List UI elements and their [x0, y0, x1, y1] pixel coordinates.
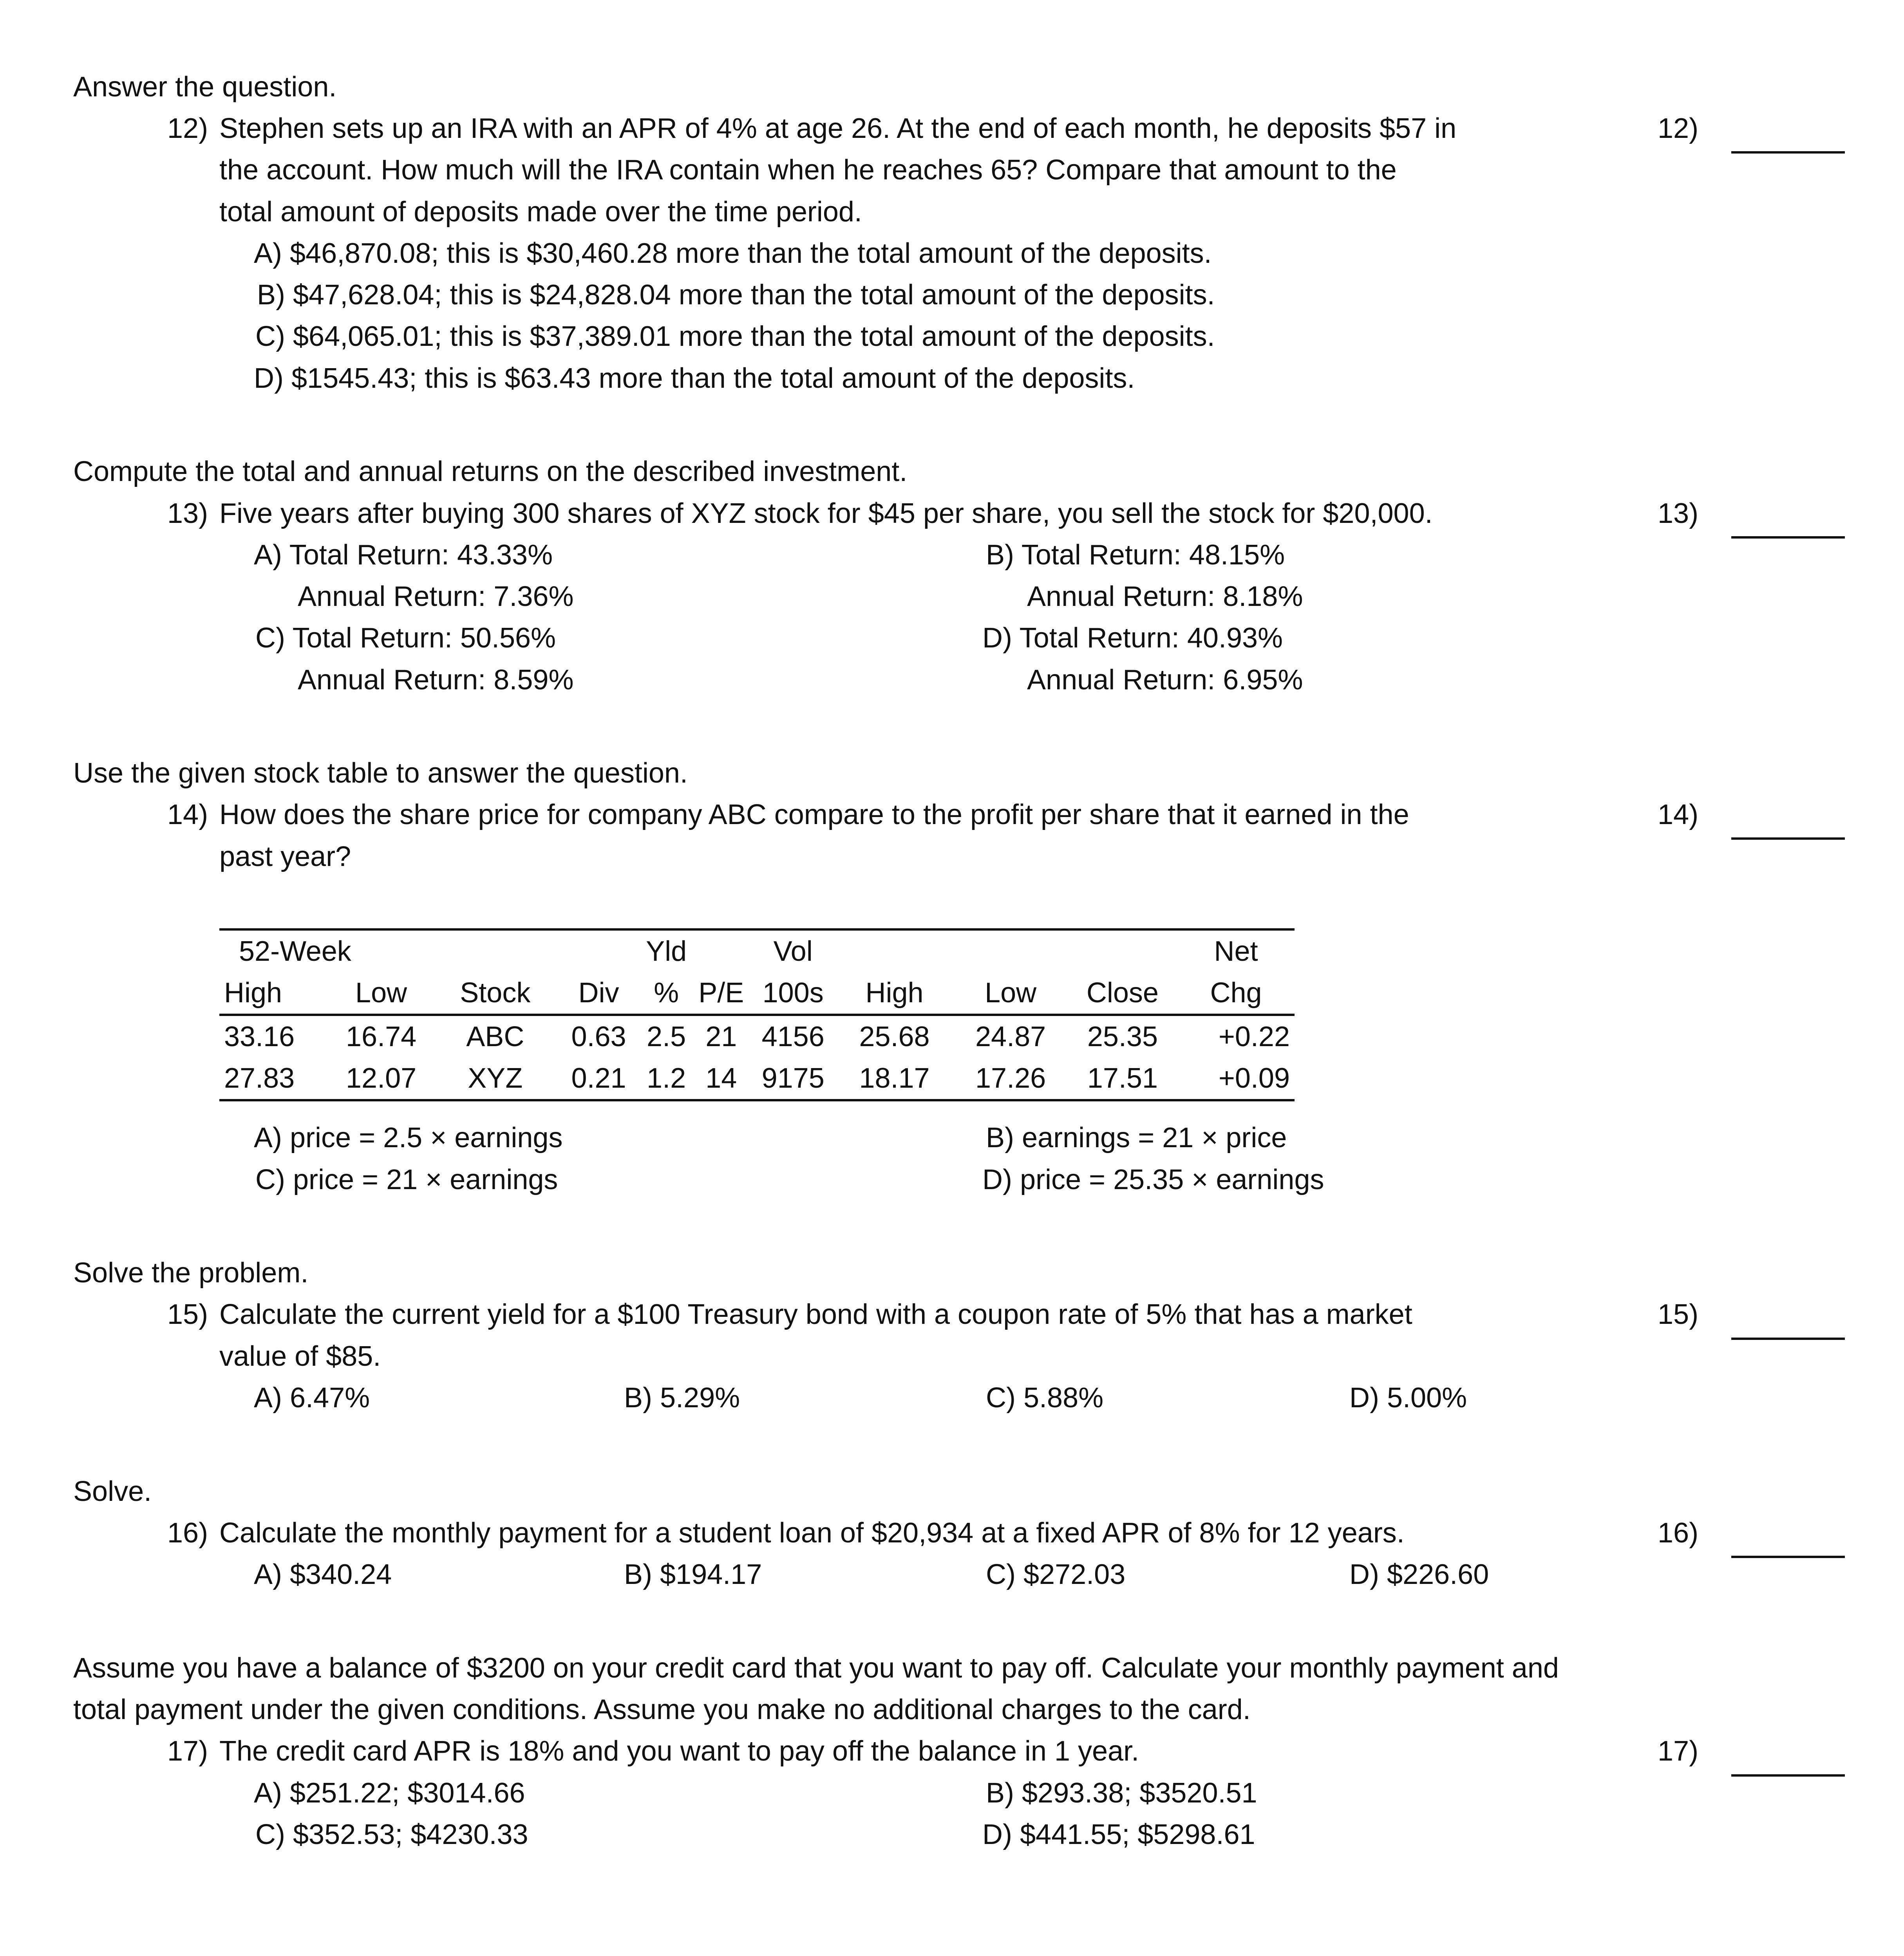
cell-div: 0.21 — [557, 1058, 641, 1100]
stock-table-header-row-1 — [219, 929, 1295, 972]
question-13-choice-a-total: A) Total Return: 43.33% — [254, 539, 553, 571]
header-52-week: 52-Week — [219, 929, 434, 972]
header-close: Close — [1068, 972, 1177, 1015]
question-12-choice-c: C) $64,065.01; this is $37,389.01 more than the total amount of the deposits. — [255, 321, 1215, 352]
cell-52wk-high: 27.83 — [219, 1058, 328, 1100]
cell-close: 25.35 — [1087, 1021, 1158, 1052]
question-number-15: 15) — [167, 1299, 208, 1330]
question-12-line-2: the account. How much will the IRA contain when he reaches 65? Compare that amount to the — [219, 154, 1397, 186]
header-100s: 100s — [751, 972, 835, 1015]
question-number-12: 12) — [167, 113, 208, 144]
cell-52wk-high: 33.16 — [224, 1021, 295, 1052]
question-14-choice-b: B) earnings = 21 × price — [986, 1122, 1287, 1153]
section-instruction-17-line-2: total payment under the given conditions. Assume you make no additional charges to the card. — [73, 1694, 1251, 1725]
section-instruction-13: Compute the total and annual returns on the described investment. — [73, 456, 908, 487]
question-15-choice-c: C) 5.88% — [986, 1382, 1104, 1414]
header-pe: P/E — [692, 972, 751, 1015]
question-13-line-1: Five years after buying 300 shares of XYZ stock for $45 per share, you sell the stock for $20,000. — [219, 498, 1433, 529]
header-stock: Stock — [434, 972, 557, 1015]
question-13-choice-b-annual: Annual Return: 8.18% — [1027, 581, 1303, 612]
question-15-choice-a: A) 6.47% — [254, 1382, 370, 1414]
question-14-choice-a: A) price = 2.5 × earnings — [254, 1122, 563, 1153]
cell-close: 17.51 — [1068, 1058, 1177, 1100]
answer-label-16: 16) — [1658, 1517, 1699, 1549]
answer-blank-13[interactable] — [1731, 536, 1845, 539]
answer-blank-12[interactable] — [1731, 151, 1845, 154]
cell-vol: 9175 — [751, 1058, 835, 1100]
question-15-choice-d: D) 5.00% — [1349, 1382, 1467, 1414]
question-13-choice-a-annual: Annual Return: 7.36% — [298, 581, 574, 612]
cell-52wk-low: 16.74 — [345, 1021, 417, 1052]
cell-pe: 21 — [705, 1021, 737, 1052]
cell-net-chg: +0.09 — [1177, 1058, 1295, 1100]
question-12-choice-b: B) $47,628.04; this is $24,828.04 more than the total amount of the deposits. — [257, 279, 1215, 311]
question-16-choice-d: D) $226.60 — [1349, 1559, 1489, 1590]
section-instruction-12: Answer the question. — [73, 71, 337, 103]
answer-blank-16[interactable] — [1731, 1556, 1845, 1558]
answer-label-15: 15) — [1658, 1299, 1699, 1330]
question-14-line-1: How does the share price for company ABC compare to the profit per share that it earned in the — [219, 799, 1409, 830]
question-number-16: 16) — [167, 1517, 208, 1549]
stock-table-header-row-2 — [219, 972, 1295, 1015]
section-instruction-15: Solve the problem. — [73, 1257, 309, 1289]
header-52wk-high: High — [219, 972, 328, 1015]
question-number-13: 13) — [167, 498, 208, 529]
cell-net-chg: +0.22 — [1218, 1021, 1290, 1052]
section-instruction-17-line-1: Assume you have a balance of $3200 on your credit card that you want to pay off. Calculate your monthly payment and — [73, 1652, 1559, 1684]
header-high: High — [835, 972, 954, 1015]
cell-low: 24.87 — [975, 1021, 1046, 1052]
cell-high: 25.68 — [859, 1021, 930, 1052]
question-15-line-1: Calculate the current yield for a $100 Treasury bond with a coupon rate of 5% that has a market — [219, 1299, 1412, 1330]
question-15-line-2: value of $85. — [219, 1341, 381, 1372]
cell-vol: 4156 — [761, 1021, 825, 1052]
question-14-line-2: past year? — [219, 841, 351, 872]
header-yld: Yld — [641, 929, 691, 972]
answer-label-12: 12) — [1658, 113, 1699, 144]
cell-high: 18.17 — [835, 1058, 954, 1100]
cell-yld-pct: 2.5 — [647, 1021, 686, 1052]
header-div: Div — [557, 972, 641, 1015]
header-52wk-low: Low — [328, 972, 434, 1015]
table-row — [219, 1058, 1295, 1100]
question-16-line-1: Calculate the monthly payment for a student loan of $20,934 at a fixed APR of 8% for 12 years. — [219, 1517, 1405, 1549]
question-12-line-1: Stephen sets up an IRA with an APR of 4% at age 26. At the end of each month, he deposits $57 in — [219, 113, 1457, 144]
header-net: Net — [1177, 929, 1295, 972]
cell-pe: 14 — [692, 1058, 751, 1100]
cell-low: 17.26 — [954, 1058, 1068, 1100]
answer-label-13: 13) — [1658, 498, 1699, 529]
section-instruction-16: Solve. — [73, 1476, 152, 1507]
question-number-17: 17) — [167, 1735, 208, 1767]
question-15-choice-b: B) 5.29% — [624, 1382, 740, 1414]
question-13-choice-b-total: B) Total Return: 48.15% — [986, 539, 1285, 571]
cell-stock: ABC — [466, 1021, 524, 1052]
answer-label-17: 17) — [1658, 1735, 1699, 1767]
question-14-choice-d: D) price = 25.35 × earnings — [982, 1164, 1324, 1195]
answer-blank-17[interactable] — [1731, 1774, 1845, 1777]
cell-yld-pct: 1.2 — [641, 1058, 691, 1100]
question-13-choice-c-total: C) Total Return: 50.56% — [255, 622, 556, 654]
question-12-choice-a: A) $46,870.08; this is $30,460.28 more than the total amount of the deposits. — [254, 238, 1212, 269]
answer-blank-15[interactable] — [1731, 1338, 1845, 1340]
header-vol: Vol — [751, 929, 835, 972]
cell-stock: XYZ — [434, 1058, 557, 1100]
header-pct: % — [641, 972, 691, 1015]
question-17-line-1: The credit card APR is 18% and you want to pay off the balance in 1 year. — [219, 1735, 1139, 1767]
question-17-choice-b: B) $293.38; $3520.51 — [986, 1777, 1257, 1809]
section-instruction-14: Use the given stock table to answer the question. — [73, 757, 688, 789]
question-13-choice-d-total: D) Total Return: 40.93% — [982, 622, 1283, 654]
question-14-choice-c: C) price = 21 × earnings — [255, 1164, 558, 1195]
question-17-choice-a: A) $251.22; $3014.66 — [254, 1777, 525, 1809]
question-16-choice-c: C) $272.03 — [986, 1559, 1126, 1590]
cell-52wk-low: 12.07 — [328, 1058, 434, 1100]
question-16-choice-b: B) $194.17 — [624, 1559, 762, 1590]
header-chg: Chg — [1177, 972, 1295, 1015]
cell-div: 0.63 — [571, 1021, 626, 1052]
question-13-choice-c-annual: Annual Return: 8.59% — [298, 664, 574, 696]
question-17-choice-d: D) $441.55; $5298.61 — [982, 1819, 1255, 1850]
answer-label-14: 14) — [1658, 799, 1699, 830]
question-16-choice-a: A) $340.24 — [254, 1559, 392, 1590]
table-row — [219, 1015, 1295, 1058]
question-12-line-3: total amount of deposits made over the time period. — [219, 196, 862, 228]
question-number-14: 14) — [167, 799, 208, 830]
header-low: Low — [954, 972, 1068, 1015]
question-12-choice-d: D) $1545.43; this is $63.43 more than the total amount of the deposits. — [254, 363, 1135, 394]
stock-table — [219, 928, 1295, 1101]
question-17-choice-c: C) $352.53; $4230.33 — [255, 1819, 528, 1850]
question-13-choice-d-annual: Annual Return: 6.95% — [1027, 664, 1303, 696]
answer-blank-14[interactable] — [1731, 837, 1845, 840]
